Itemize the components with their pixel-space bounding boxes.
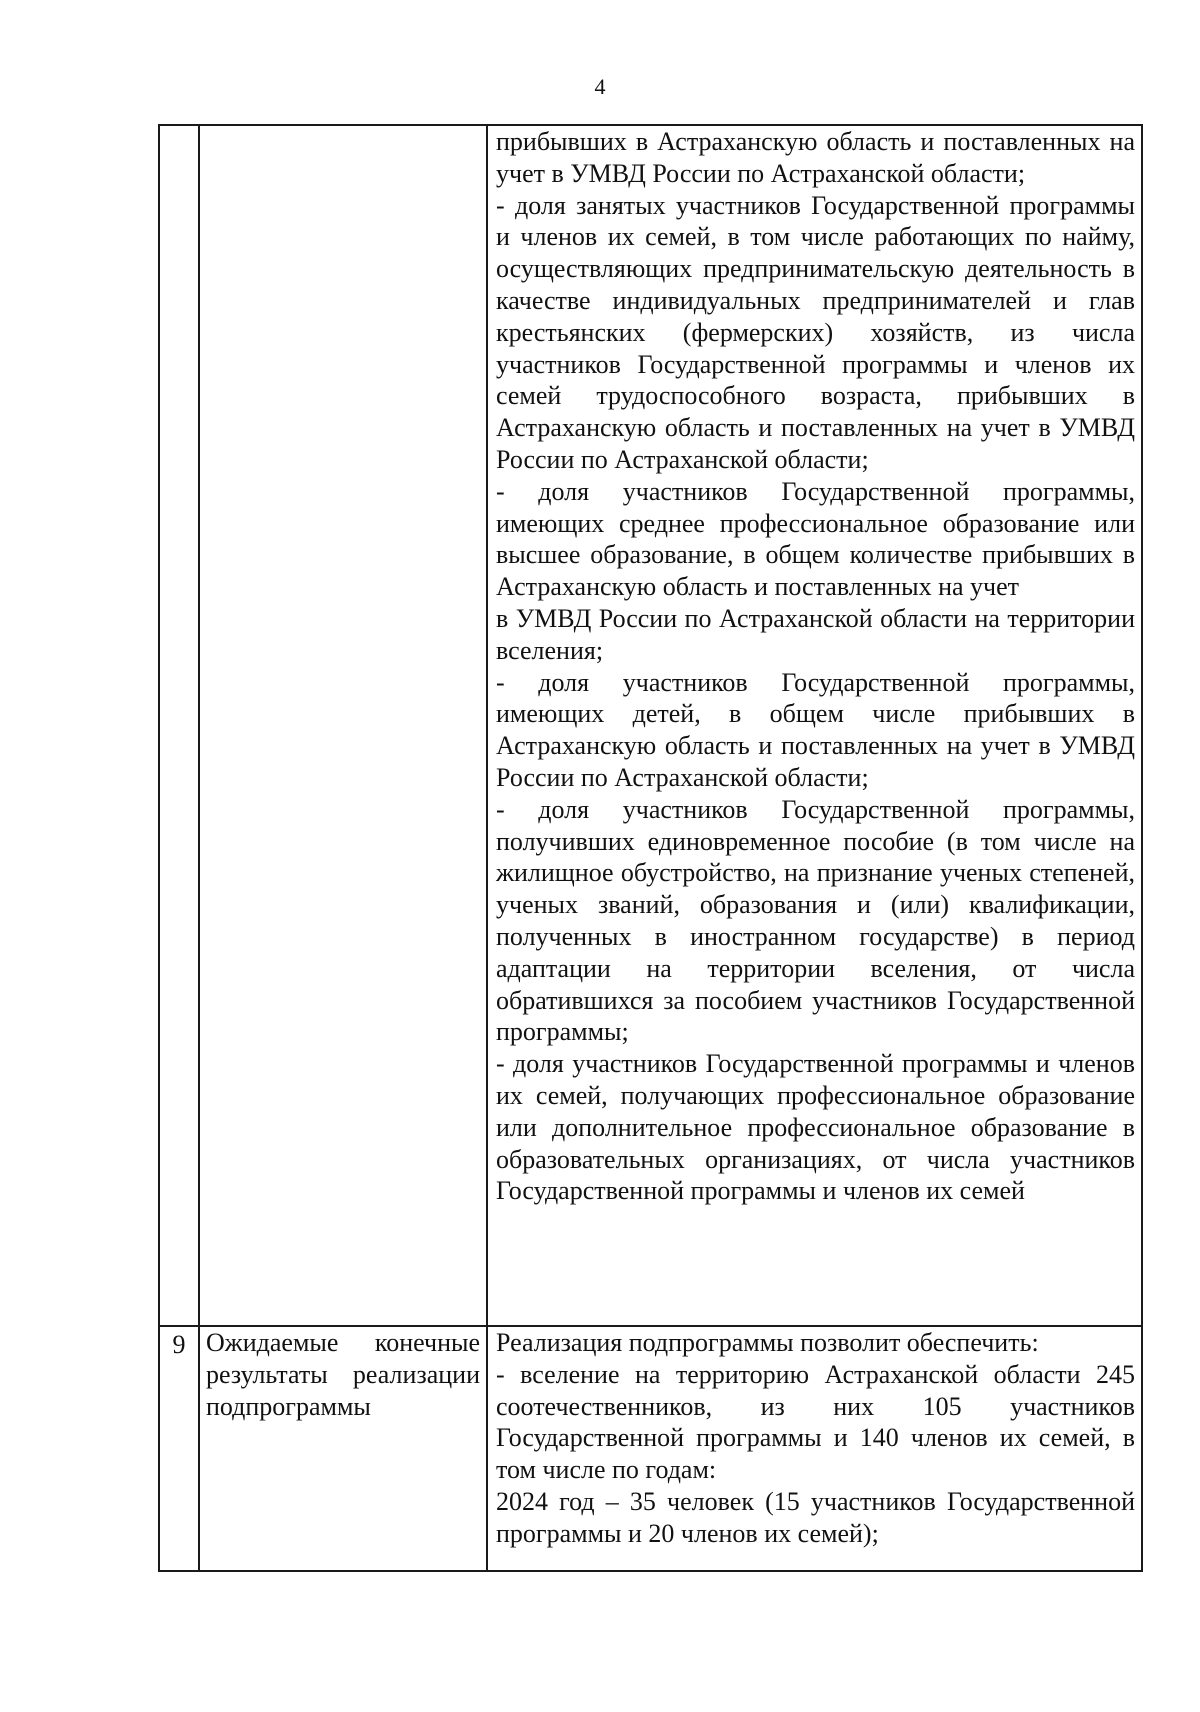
row-number: 9 xyxy=(172,1330,186,1359)
row-number-cell xyxy=(159,1326,199,1571)
value-paragraph: - доля участников Государственной программы, имеющих детей, в общем числе прибывших в Астраханскую область и поставленных на учет в УМВД России по Астраханской области; xyxy=(496,667,1135,792)
value-paragraph: - вселение на территорию Астраханской области 245 соотечественников, из них 105 участников Государственной программы и 140 членов их семей, в том числе по годам: xyxy=(496,1359,1135,1485)
row-number-cell xyxy=(159,125,199,1326)
row-number xyxy=(160,126,198,128)
value-paragraph: прибывших в Астраханскую область и поставленных на учет в УМВД России по Астраханской области; xyxy=(496,127,1135,188)
passport-table xyxy=(158,124,1143,1572)
value-paragraph: Реализация подпрограммы позволит обеспечить: xyxy=(496,1328,1039,1357)
row-name-cell xyxy=(199,125,487,1326)
row-name-cell xyxy=(199,1326,487,1571)
row-value-cell xyxy=(487,1326,1142,1571)
value-paragraph: - доля участников Государственной программы и членов их семей, получающих профессиональное образование или дополнительное профессиональное образование в образовательных организациях, от числа участников Государственной программы и членов их семей xyxy=(496,1049,1135,1206)
table-row xyxy=(159,1326,1142,1571)
value-paragraph: - доля занятых участников Государственной программы и членов их семей, в том числе работающих по найму, осуществляющих предпринимательскую деятельность в качестве индивидуальных предпринимателей и глав крестьянских (фермерских) хозяйств, из числа участников Государственной программы и членов их семей трудоспособного возраста, прибывших в Астраханскую область и поставленных на учет в УМВД России по Астраханской области; xyxy=(496,190,1135,474)
page-number: 4 xyxy=(594,74,606,99)
row-name: Ожидаемые конечные результаты реализации подпрограммы xyxy=(206,1328,480,1421)
value-paragraph: - доля участников Государственной программы, имеющих среднее профессиональное образование или высшее образование, в общем количестве прибывших в Астраханскую область и поставленных на учет xyxy=(496,476,1135,602)
value-paragraph: в УМВД России по Астраханской области на территории вселения; xyxy=(496,603,1135,665)
value-paragraph: 2024 год – 35 человек (15 участников Государственной программы и 20 членов их семей); xyxy=(496,1486,1135,1548)
table-row xyxy=(159,125,1142,1326)
value-paragraph: - доля участников Государственной программы, получивших единовременное пособие (в том числе на жилищное обустройство, на признание ученых степеней, ученых званий, образования и (или) квалификации, полученных в иностранном государстве) в период адаптации на территории вселения, от числа обратившихся за пособием участников Государственной программы; xyxy=(496,794,1135,1047)
row-value-cell xyxy=(487,125,1142,1326)
